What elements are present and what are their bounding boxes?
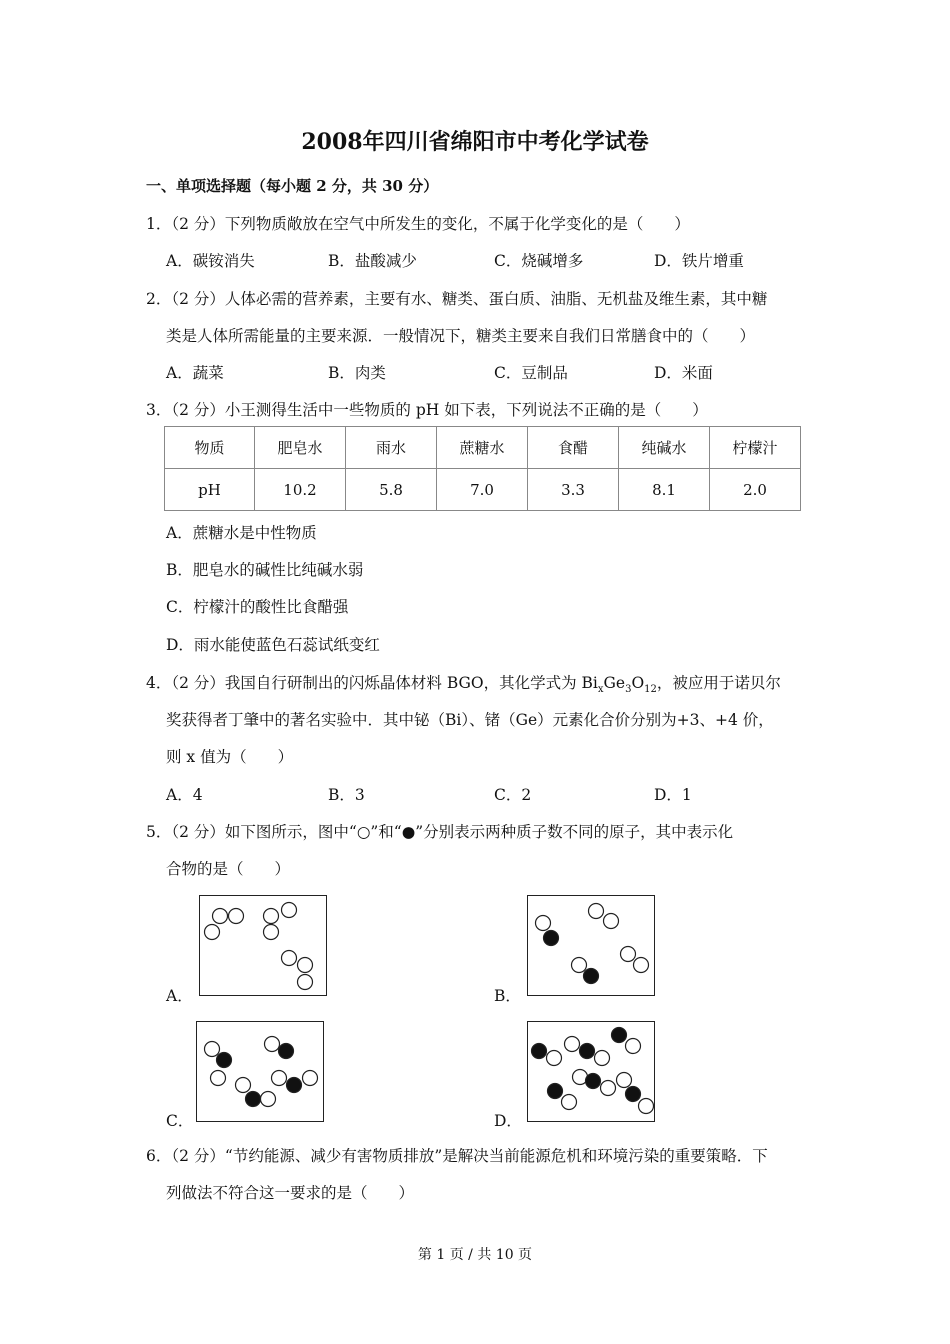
q2-option-b: B．肉类 — [328, 364, 386, 382]
molecule-diagram-d — [527, 1021, 655, 1122]
atoms-a — [200, 896, 328, 997]
table-cell: 7.0 — [437, 469, 528, 511]
table-cell: 5.8 — [346, 469, 437, 511]
question-5-stem-line2: 合物的是（ ） — [166, 860, 291, 878]
molecule-diagram-b — [527, 895, 655, 996]
page-footer: 第 1 页 / 共 10 页 — [417, 1247, 533, 1263]
q4-option-c: C．2 — [494, 786, 532, 804]
question-1-stem: 1．（2 分）下列物质敞放在空气中所发生的变化，不属于化学变化的是（ ） — [146, 215, 690, 233]
q3-option-c: C．柠檬汁的酸性比食醋强 — [166, 598, 349, 616]
table-cell: 雨水 — [346, 427, 437, 469]
question-4-stem-line2: 奖获得者丁肇中的著名实验中．其中铋（Bi）、锗（Ge）元素化合价分别为+3、+4 价， — [166, 711, 774, 729]
question-6-stem-line1: 6．（2 分）“节约能源、减少有害物质排放”是解决当前能源危机和环境污染的重要策略．下 — [146, 1147, 768, 1165]
section-heading: 一、单项选择题（每小题 2 分，共 30 分） — [146, 177, 439, 195]
table-cell: 3.3 — [528, 469, 619, 511]
table-cell: 纯碱水 — [619, 427, 710, 469]
table-cell: 蔗糖水 — [437, 427, 528, 469]
table-cell: 8.1 — [619, 469, 710, 511]
q4-text-b: ，被应用于诺贝尔 — [656, 674, 781, 692]
q5-label-c: C． — [166, 1112, 194, 1130]
atoms-c — [197, 1022, 325, 1123]
table-cell: 肥皂水 — [255, 427, 346, 469]
table-row — [165, 469, 801, 511]
q4-sub-12: 12 — [644, 684, 657, 696]
q3-option-a: A．蔗糖水是中性物质 — [166, 524, 317, 542]
question-3-stem: 3．（2 分）小王测得生活中一些物质的 pH 如下表，下列说法不正确的是（ ） — [146, 401, 708, 419]
q2-option-c: C．豆制品 — [494, 364, 568, 382]
page-title: 2008年四川省绵阳市中考化学试卷 — [301, 129, 649, 155]
atoms-d — [528, 1022, 656, 1123]
table-cell: 2.0 — [710, 469, 801, 511]
q1-option-a: A．碳铵消失 — [166, 252, 255, 270]
q3-option-b: B．肥皂水的碱性比纯碱水弱 — [166, 561, 364, 579]
table-cell: 柠檬汁 — [710, 427, 801, 469]
table-header-row — [165, 427, 801, 469]
q4-option-b: B．3 — [328, 786, 365, 804]
question-4-stem-line3: 则 x 值为（ ） — [166, 748, 294, 766]
q4-sub-3: 3 — [625, 684, 632, 696]
molecule-diagram-c — [196, 1021, 324, 1122]
table-cell: 10.2 — [255, 469, 346, 511]
q4-text-a: 4．（2 分）我国自行研制出的闪烁晶体材料 BGO，其化学式为 Bi — [146, 674, 598, 692]
q4-o: O — [631, 674, 645, 692]
question-4-stem-line1 — [146, 671, 781, 695]
question-2-stem-line2: 类是人体所需能量的主要来源．一般情况下，糖类主要来自我们日常膳食中的（ ） — [166, 327, 756, 345]
q2-option-a: A．蔬菜 — [166, 364, 224, 382]
q4-sub-x: x — [597, 684, 604, 696]
q2-option-d: D．米面 — [654, 364, 713, 382]
q3-option-d: D．雨水能使蓝色石蕊试纸变红 — [166, 636, 380, 654]
question-6-stem-line2: 列做法不符合这一要求的是（ ） — [166, 1184, 415, 1202]
q5-label-d: D． — [494, 1112, 522, 1130]
ph-table — [164, 426, 801, 511]
table-cell: 食醋 — [528, 427, 619, 469]
q1-option-b: B．盐酸减少 — [328, 252, 417, 270]
q1-option-d: D．铁片增重 — [654, 252, 744, 270]
table-cell: pH — [165, 469, 255, 511]
q4-ge: Ge — [603, 674, 626, 692]
table-cell: 物质 — [165, 427, 255, 469]
q5-label-b: B． — [494, 987, 521, 1005]
q1-option-c: C．烧碱增多 — [494, 252, 584, 270]
question-5-stem-line1: 5．（2 分）如下图所示，图中“○”和“●”分别表示两种质子数不同的原子，其中表示化 — [146, 823, 734, 841]
atoms-b — [528, 896, 656, 997]
q5-label-a: A． — [166, 987, 193, 1005]
question-2-stem-line1: 2．（2 分）人体必需的营养素，主要有水、糖类、蛋白质、油脂、无机盐及维生素，其中糖 — [146, 290, 768, 308]
q4-option-d: D．1 — [654, 786, 692, 804]
q4-option-a: A．4 — [166, 786, 203, 804]
molecule-diagram-a — [199, 895, 327, 996]
